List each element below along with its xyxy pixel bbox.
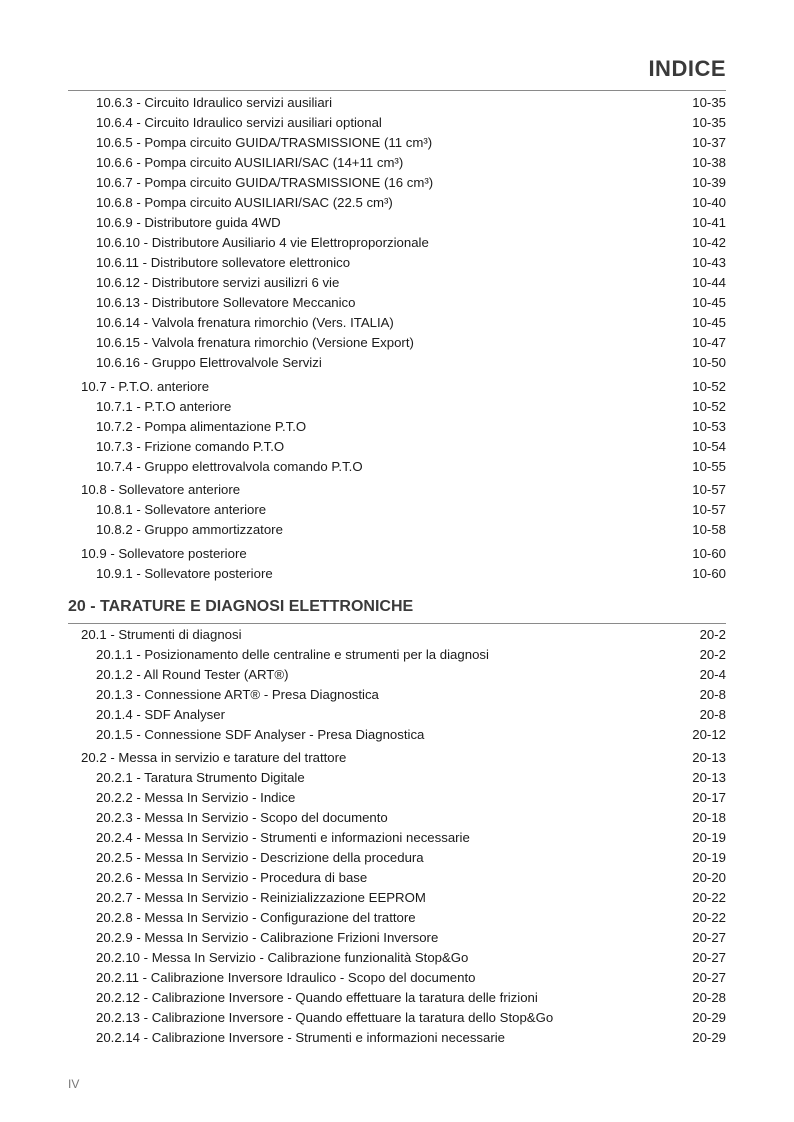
toc-entry-label: 10.7 - P.T.O. anteriore xyxy=(81,378,210,394)
toc-entry[interactable] xyxy=(68,888,726,908)
toc-entry-page: 10-44 xyxy=(692,275,726,290)
toc-entry[interactable] xyxy=(68,968,726,988)
toc-entry-label: 10.6.8 - Pompa circuito AUSILIARI/SAC (22.5 cm³) xyxy=(96,195,393,210)
chapter-divider xyxy=(68,623,726,624)
toc-entry[interactable] xyxy=(68,193,726,213)
toc-entry-label: 10.6.10 - Distributore Ausiliario 4 vie Elettroproporzionale xyxy=(96,235,429,250)
toc-entry-label: 10.7.4 - Gruppo elettrovalvola comando P.T.O xyxy=(96,458,363,474)
toc-entry-page: 10-43 xyxy=(692,255,726,270)
toc-section-entry[interactable] xyxy=(68,480,726,500)
toc-section-10 xyxy=(68,93,726,584)
page-title: INDICE xyxy=(648,56,726,81)
toc-entry[interactable] xyxy=(68,685,726,705)
toc-entry[interactable] xyxy=(68,133,726,153)
toc-entry-page: 10-38 xyxy=(692,155,726,170)
toc-entry-label: 20.2.7 - Messa In Servizio - Reinizializzazione EEPROM xyxy=(96,890,426,905)
toc-entry[interactable] xyxy=(68,213,726,233)
toc-entry-page: 10-45 xyxy=(692,315,726,330)
toc-entry-page: 10-57 xyxy=(692,502,726,517)
toc-entry-page: 10-37 xyxy=(692,135,726,150)
toc-entry[interactable] xyxy=(68,293,726,313)
toc-entry[interactable] xyxy=(68,437,726,457)
toc-entry-page: 20-8 xyxy=(699,686,726,702)
toc-entry-page: 20-28 xyxy=(692,990,726,1005)
toc-entry[interactable] xyxy=(68,153,726,173)
toc-entry-label: 10.6.5 - Pompa circuito GUIDA/TRASMISSIONE (11 cm³) xyxy=(96,135,433,150)
toc-entry-page: 20-13 xyxy=(692,750,726,765)
toc-entry[interactable] xyxy=(68,457,726,477)
toc-entry-page: 20-19 xyxy=(692,830,726,845)
toc-entry-label: 20.1.1 - Posizionamento delle centraline e strumenti per la diagnosi xyxy=(96,646,489,662)
toc-entry[interactable] xyxy=(68,705,726,725)
toc-entry-label: 10.9 - Sollevatore posteriore xyxy=(81,545,247,561)
toc-entry-label: 20.2.6 - Messa In Servizio - Procedura di base xyxy=(96,870,368,885)
toc-entry[interactable] xyxy=(68,313,726,333)
toc-entry[interactable] xyxy=(68,948,726,968)
toc-entry-page: 10-47 xyxy=(692,335,726,350)
toc-entry-page: 20-8 xyxy=(699,706,726,722)
toc-entry[interactable] xyxy=(68,273,726,293)
toc-entry-label: 10.7.3 - Frizione comando P.T.O xyxy=(96,438,285,454)
toc-section-entry[interactable] xyxy=(68,377,726,397)
toc-entry-page: 20-22 xyxy=(692,890,726,905)
toc-entry-label: 20.2.14 - Calibrazione Inversore - Strumenti e informazioni necessarie xyxy=(96,1030,506,1045)
toc-entry-label: 20.2 - Messa in servizio e tarature del trattore xyxy=(81,750,347,765)
toc-section-entry[interactable] xyxy=(68,625,726,645)
toc-entry-page: 10-60 xyxy=(692,565,726,581)
toc-entry-page: 20-27 xyxy=(692,950,726,965)
toc-entry-page: 20-19 xyxy=(692,850,726,865)
toc-entry[interactable] xyxy=(68,417,726,437)
table-of-contents xyxy=(68,93,726,1048)
toc-entry-label: 10.8 - Sollevatore anteriore xyxy=(81,482,241,497)
toc-entry-label: 10.8.2 - Gruppo ammortizzatore xyxy=(96,522,283,537)
toc-entry[interactable] xyxy=(68,725,726,745)
toc-entry-page: 20-20 xyxy=(692,870,726,885)
toc-entry-page: 10-53 xyxy=(692,418,726,434)
chapter-heading[interactable]: 20 - TARATURE E DIAGNOSI ELETTRONICHE xyxy=(68,597,414,615)
toc-entry-label: 20.2.12 - Calibrazione Inversore - Quando effettuare la taratura delle frizioni xyxy=(96,990,538,1005)
toc-entry-label: 10.6.4 - Circuito Idraulico servizi ausiliari optional xyxy=(96,115,382,130)
toc-entry[interactable] xyxy=(68,828,726,848)
toc-entry[interactable] xyxy=(68,868,726,888)
toc-entry-label: 10.6.16 - Gruppo Elettrovalvole Servizi xyxy=(96,355,322,370)
toc-entry-page: 10-35 xyxy=(692,95,726,110)
toc-entry[interactable] xyxy=(68,233,726,253)
page-number: IV xyxy=(68,1077,80,1091)
toc-entry-label: 20.2.5 - Messa In Servizio - Descrizione della procedura xyxy=(96,850,424,865)
toc-entry-page: 20-13 xyxy=(692,770,726,785)
toc-entry-page: 20-22 xyxy=(692,910,726,925)
toc-entry-label: 20.2.10 - Messa In Servizio - Calibrazione funzionalità Stop&Go xyxy=(96,950,469,965)
toc-entry[interactable] xyxy=(68,173,726,193)
toc-entry-page: 10-54 xyxy=(692,438,726,454)
toc-entry[interactable] xyxy=(68,908,726,928)
toc-entry-label: 10.7.1 - P.T.O anteriore xyxy=(96,398,232,414)
toc-entry-page: 20-29 xyxy=(692,1010,726,1025)
toc-entry[interactable] xyxy=(68,500,726,520)
toc-entry-label: 10.6.11 - Distributore sollevatore elettronico xyxy=(96,255,351,270)
toc-entry[interactable] xyxy=(68,1028,726,1048)
toc-entry-page: 10-55 xyxy=(692,458,726,474)
toc-entry[interactable] xyxy=(68,928,726,948)
toc-entry-page: 10-52 xyxy=(692,378,726,394)
toc-entry-label: 20.2.4 - Messa In Servizio - Strumenti e informazioni necessarie xyxy=(96,830,470,845)
toc-entry-page: 10-39 xyxy=(692,175,726,190)
toc-entry-label: 20.1 - Strumenti di diagnosi xyxy=(81,626,242,642)
toc-entry-label: 10.6.3 - Circuito Idraulico servizi ausiliari xyxy=(96,95,332,110)
toc-entry[interactable] xyxy=(68,353,726,373)
toc-entry-page: 20-29 xyxy=(692,1030,726,1045)
toc-entry-page: 10-57 xyxy=(692,482,726,497)
toc-entry-page: 10-35 xyxy=(692,115,726,130)
toc-entry-label: 20.2.8 - Messa In Servizio - Configurazione del trattore xyxy=(96,910,416,925)
toc-entry[interactable] xyxy=(68,520,726,540)
toc-entry-page: 20-4 xyxy=(699,666,726,682)
toc-entry[interactable] xyxy=(68,253,726,273)
toc-entry-page: 10-42 xyxy=(692,235,726,250)
toc-entry[interactable] xyxy=(68,808,726,828)
toc-entry[interactable] xyxy=(68,1008,726,1028)
toc-entry-page: 10-60 xyxy=(692,545,726,561)
toc-entry-label: 20.1.3 - Connessione ART® - Presa Diagnostica xyxy=(96,686,379,702)
toc-entry[interactable] xyxy=(68,333,726,353)
toc-entry-label: 20.1.4 - SDF Analyser xyxy=(96,706,226,722)
toc-entry[interactable] xyxy=(68,645,726,665)
toc-entry-page: 20-18 xyxy=(692,810,726,825)
header-divider xyxy=(68,90,726,91)
toc-section-20 xyxy=(68,625,726,1049)
toc-entry-page: 20-27 xyxy=(692,970,726,985)
toc-entry-page: 10-50 xyxy=(692,355,726,370)
toc-entry[interactable] xyxy=(68,788,726,808)
toc-entry-label: 20.1.2 - All Round Tester (ART®) xyxy=(96,666,289,682)
toc-entry-label: 10.6.15 - Valvola frenatura rimorchio (Versione Export) xyxy=(96,335,414,350)
toc-section-entry[interactable] xyxy=(68,748,726,768)
toc-entry-page: 20-27 xyxy=(692,930,726,945)
toc-entry[interactable] xyxy=(68,113,726,133)
toc-entry-label: 20.2.1 - Taratura Strumento Digitale xyxy=(96,770,305,785)
toc-entry-page: 10-58 xyxy=(692,522,726,537)
toc-entry-label: 10.6.14 - Valvola frenatura rimorchio (Vers. ITALIA) xyxy=(96,315,394,330)
toc-entry-label: 10.7.2 - Pompa alimentazione P.T.O xyxy=(96,418,307,434)
toc-entry-page: 20-2 xyxy=(699,626,726,642)
toc-section-entry[interactable] xyxy=(68,544,726,564)
toc-entry-label: 20.2.9 - Messa In Servizio - Calibrazione Frizioni Inversore xyxy=(96,930,439,945)
toc-entry-label: 20.2.13 - Calibrazione Inversore - Quando effettuare la taratura dello Stop&Go xyxy=(96,1010,554,1025)
toc-entry[interactable] xyxy=(68,93,726,113)
toc-entry-label: 20.1.5 - Connessione SDF Analyser - Presa Diagnostica xyxy=(96,726,425,742)
toc-entry[interactable] xyxy=(68,564,726,584)
toc-entry-page: 10-52 xyxy=(692,398,726,414)
toc-entry-page: 20-12 xyxy=(692,726,726,742)
toc-entry[interactable] xyxy=(68,665,726,685)
toc-entry-label: 10.8.1 - Sollevatore anteriore xyxy=(96,502,267,517)
toc-entry[interactable] xyxy=(68,988,726,1008)
toc-entry-page: 20-17 xyxy=(692,790,726,805)
toc-entry-label: 20.2.3 - Messa In Servizio - Scopo del documento xyxy=(96,810,388,825)
toc-entry-page: 20-2 xyxy=(699,646,726,662)
toc-entry[interactable] xyxy=(68,768,726,788)
toc-entry-label: 20.2.11 - Calibrazione Inversore Idraulico - Scopo del documento xyxy=(96,970,476,985)
toc-entry-label: 10.6.6 - Pompa circuito AUSILIARI/SAC (14+11 cm³) xyxy=(96,155,404,170)
toc-entry-label: 10.6.12 - Distributore servizi ausilizri 6 vie xyxy=(96,275,340,290)
toc-entry-label: 20.2.2 - Messa In Servizio - Indice xyxy=(96,790,296,805)
toc-entry-label: 10.6.7 - Pompa circuito GUIDA/TRASMISSIONE (16 cm³) xyxy=(96,175,434,190)
toc-entry-page: 10-45 xyxy=(692,295,726,310)
toc-entry-label: 10.6.13 - Distributore Sollevatore Meccanico xyxy=(96,295,356,310)
toc-entry-page: 10-40 xyxy=(692,195,726,210)
toc-entry-label: 10.6.9 - Distributore guida 4WD xyxy=(96,215,281,230)
toc-entry-label: 10.9.1 - Sollevatore posteriore xyxy=(96,565,273,581)
toc-entry-page: 10-41 xyxy=(692,215,726,230)
toc-entry[interactable] xyxy=(68,848,726,868)
toc-entry[interactable] xyxy=(68,397,726,417)
